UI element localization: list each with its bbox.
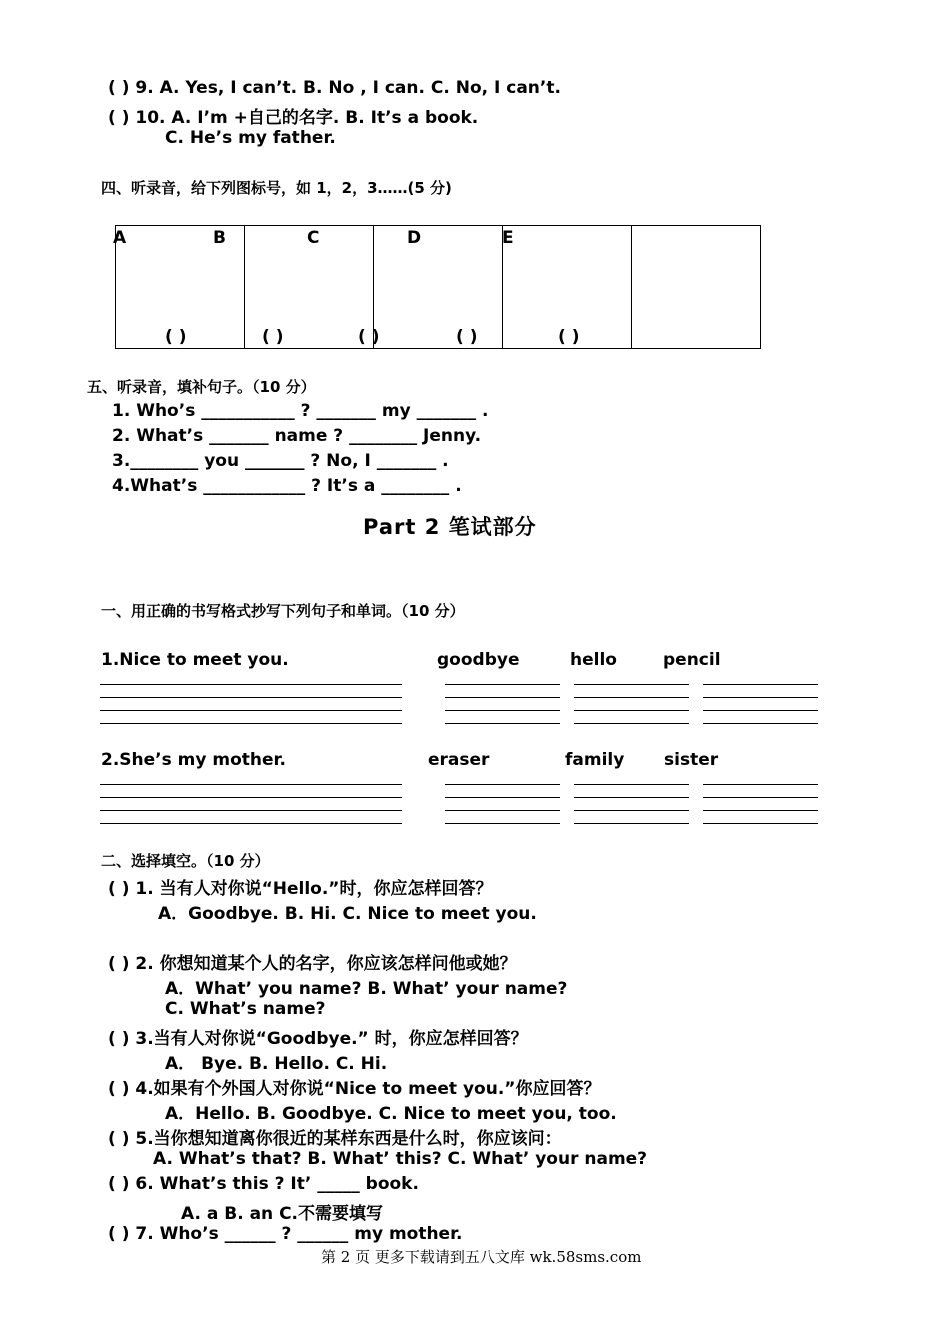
listening-q10-option-c: C. He’s my father. (165, 128, 336, 148)
fill-sentence-4: 4.What’s ____________ ? It’s a ________ . (112, 476, 462, 496)
copy-word: family (565, 750, 625, 770)
copy-word: pencil (663, 650, 721, 670)
choice-q3: ( ) 3.当有人对你说“Goodbye.” 时，你应怎样回答？ (108, 1029, 528, 1049)
listening-q9: ( ) 9. A. Yes, I can’t. B. No , I can. C. No, I can’t. (108, 78, 561, 98)
fill-sentence-2: 2. What’s _______ name ? ________ Jenny. (112, 426, 482, 446)
choice-q1-options: A．Goodbye. B. Hi. C. Nice to meet you. (158, 904, 537, 924)
listening-q10: ( ) 10. A. I’m +自己的名字. B. It’s a book. (108, 108, 479, 128)
picture-blank[interactable]: ( ) (262, 327, 284, 347)
picture-blank[interactable]: ( ) (165, 327, 187, 347)
page-footer: 第 2 页 更多下载请到五八文库 wk.58sms.com (321, 1248, 642, 1266)
picture-label-c: C (307, 228, 320, 248)
choice-q6-options: A. a B. an C.不需要填写 (181, 1204, 383, 1224)
writing-heading: 一、用正确的书写格式抄写下列句子和单词。（10 分） (101, 602, 465, 620)
choice-q1: ( ) 1. 当有人对你说“Hello.”时，你应怎样回答？ (108, 879, 493, 899)
choice-q3-options: A． Bye. B. Hello. C. Hi. (165, 1054, 388, 1074)
part2-title: Part 2 笔试部分 (363, 515, 537, 539)
copy-word: eraser (428, 750, 490, 770)
choice-q2-option-c: C. What’s name? (165, 999, 326, 1019)
copy-word: sister (664, 750, 719, 770)
copy-word: hello (570, 650, 617, 670)
picture-label-e: E (502, 228, 514, 248)
choice-q4-options: A．Hello. B. Goodbye. C. Nice to meet you, too. (165, 1104, 617, 1124)
choice-q7: ( ) 7. Who’s ______ ? ______ my mother. (108, 1224, 463, 1244)
fill-sentence-3: 3.________ you _______ ? No, I _______ . (112, 451, 449, 471)
choice-q5: ( ) 5.当你想知道离你很近的某样东西是什么时，你应该问： (108, 1129, 562, 1149)
picture-blank[interactable]: ( ) (456, 327, 478, 347)
choice-q5-options: A. What’s that? B. What’ this? C. What’ your name? (153, 1149, 648, 1169)
choice-q2: ( ) 2. 你想知道某个人的名字，你应该怎样问他或她？ (108, 954, 517, 974)
picture-label-d: D (407, 228, 422, 248)
copy-word: goodbye (437, 650, 520, 670)
picture-blank[interactable]: ( ) (358, 327, 380, 347)
picture-label-a: A (113, 228, 127, 248)
copy-sentence-2: 2.She’s my mother. (101, 750, 286, 770)
section5-heading: 五、听录音，填补句子。（10 分） (87, 378, 316, 396)
picture-blank[interactable]: ( ) (558, 327, 580, 347)
copy-sentence-1: 1.Nice to meet you. (101, 650, 289, 670)
picture-label-b: B (213, 228, 226, 248)
choice-q6: ( ) 6. What’s this ? It’ _____ book. (108, 1174, 419, 1194)
choice-q4: ( ) 4.如果有个外国人对你说“Nice to meet you.”你应回答？ (108, 1079, 601, 1099)
picture-table (115, 225, 761, 349)
fill-sentence-1: 1. Who’s ___________ ? _______ my _______ . (112, 401, 489, 421)
choice-q2-options: A．What’ you name? B. What’ your name? (165, 979, 568, 999)
choice-heading: 二、选择填空。（10 分） (101, 852, 270, 870)
section4-heading: 四、听录音，给下列图标号，如 1，2，3……(5 分) (101, 179, 452, 197)
